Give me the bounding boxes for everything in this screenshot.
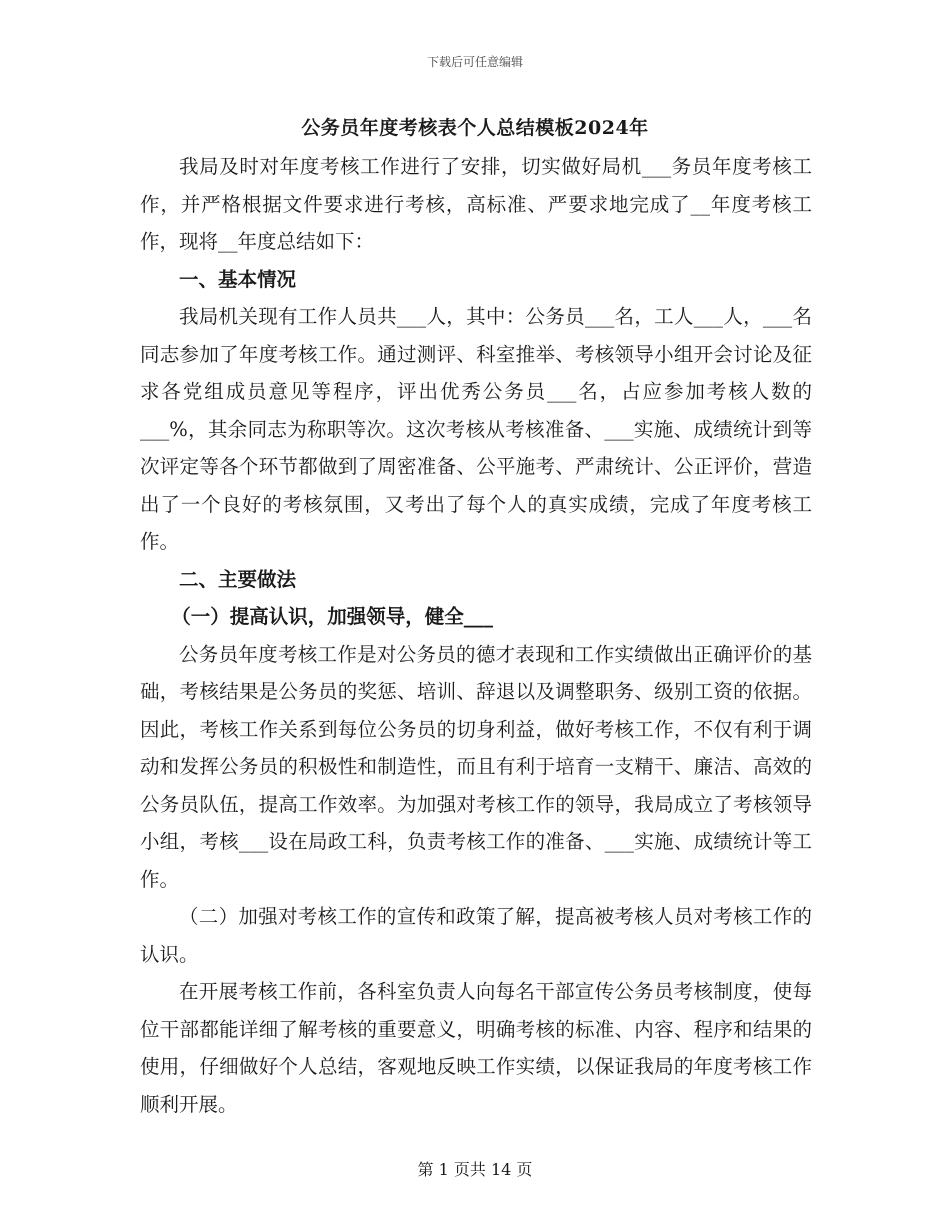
subsection-2-paragraph: 在开展考核工作前，各科室负责人向每名干部宣传公务员考核制度，使每位干部都能详细了解考核的重要意义，明确考核的标准、内容、程序和结果的使用，仔细做好个人总结，客观地反映工作实绩，以保证我局的年度考核工作顺利开展。 [140,980,812,1116]
section-heading-basic: 一、基本情况 [179,267,297,291]
basic-situation-paragraph: 我局机关现有工作人员共___人，其中：公务员___名，工人___人，___名同志参加了年度考核工作。通过测评、科室推举、考核领导小组开会讨论及征求各党组成员意见等程序，评出优秀公务员___名，占应参加考核人数的___%，其余同志为称职等次。这次考核从考核准备、___实施、成绩统计到等次评定等各个环节都做到了周密准备、公平施考、严肃统计、公正评价，营造出了一个良好的考核氛围，又考出了每个人的真实成绩，完成了年度考核工作。 [140,305,812,553]
page-number: 第 1 页共 14 页 [417,1160,533,1179]
subsection-heading-2: （二）加强对考核工作的宣传和政策了解，提高被考核人员对考核工作的认识。 [140,905,812,966]
intro-paragraph: 我局及时对年度考核工作进行了安排，切实做好局机___务员年度考核工作，并严格根据文件要求进行考核，高标准、严要求地完成了__年度考核工作，现将__年度总结如下： [140,155,812,253]
document-body [140,148,812,1123]
page-header-note: 下载后可任意编辑 [426,55,523,69]
subsection-heading-1: （一）提高认识，加强领导，健全___ [171,605,493,628]
subsection-1-paragraph: 公务员年度考核工作是对公务员的德才表现和工作实绩做出正确评价的基础，考核结果是公务员的奖惩、培训、辞退以及调整职务、级别工资的依据。因此，考核工作关系到每位公务员的切身利益，做好考核工作，不仅有利于调动和发挥公务员的积极性和制造性，而且有利于培育一支精干、廉洁、高效的公务员队伍，提高工作效率。为加强对考核工作的领导，我局成立了考核领导小组，考核___设在局政工科，负责考核工作的准备、___实施、成绩统计等工作。 [140,642,812,891]
document-title: 公务员年度考核表个人总结模板2024年 [301,117,649,139]
section-heading-methods: 二、主要做法 [179,567,297,591]
